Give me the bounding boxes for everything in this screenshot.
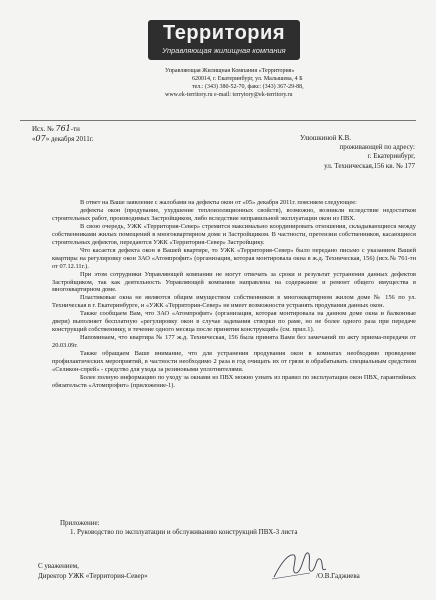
paragraph-4: Что касается дефекта окон в Вашей квартире, то УЖК «Территория-Север» было передано письмо с указанием Вашей квартиры на регулировку окон ЗАО «Атомпрофит» (организация, которая монтировала окна в ж.д. Техническая, 156) (исх.№ 761-тн от 07.12.11г.). (52, 246, 416, 270)
header-divider (20, 120, 416, 121)
paragraph-9: Также обращаем Ваше внимание, что для устранения продувания окон в комнатах необходимо проведение профилактических мероприятий, в частности необходимо 2 раза в год очищать их от грязи и обрабатывать специальным средством «Селикон-спрей» - средство для ухода за резиновыми уплотнителями. (52, 350, 416, 374)
company-details (165, 67, 345, 99)
paragraph-3: В свою очередь, УЖК «Территория-Север» стремится максимально координировать отношения, складывающиеся между собственниками жилых помещений в многоквартирном доме и Застройщиком. В частности, претензии собственников, касающиеся строительных дефектов, передаются УЖК «Территория-Север» Застройщику. (52, 222, 416, 246)
signature-block (38, 562, 378, 581)
company-phone: тел.: (343) 380-52-70, факс: (343) 367-29-88, (192, 84, 304, 90)
signer-position: Директор УЖК «Территория-Север» (38, 571, 148, 580)
letter-body (52, 199, 416, 390)
paragraph-1: В ответ на Ваше заявление с жалобами на дефекты окон от «05» декабря 2011г. поясняем следующее: (80, 199, 357, 206)
outgoing-date-suffix: » декабря 2011г. (45, 135, 94, 143)
addressee-name: Улюшкиной К.В. (300, 134, 352, 142)
addressee-block (240, 134, 415, 171)
paragraph-2: дефекты окон (продувание, ухудшение теплоизоляционных свойств), возможно, возникли вследствие недостатков строительных работ, производимых Застройщиком, либо вследствие неправильной эксплуатации окон из ПВХ. (52, 206, 416, 222)
annex-label: Приложение: (60, 519, 100, 527)
addressee-city: г. Екатеринбург, (367, 152, 415, 161)
outgoing-date-day: 07 (35, 134, 46, 143)
company-web-email: www.ek-territory.ru e-mail: terrytory@ek-territory.ru (165, 92, 293, 98)
annex-item-1: 1. Руководство по эксплуатации и обслуживанию конструкций ПВХ-3 листа (70, 528, 298, 536)
outgoing-number-suffix: -тн (70, 125, 80, 133)
outgoing-number-value: 761 (55, 124, 71, 133)
paragraph-5: При этом сотрудники Управляющей компании не могут отвечать за сроки и результат устранения данных дефектов Застройщиком, так как деятельность Управляющей компании направлена на содержание и ремонт общего имущества в многоквартирном доме. (52, 270, 416, 294)
company-address: 620014, г. Екатеринбург, ул. Малышева, 4 Б (192, 76, 303, 82)
paragraph-8: Напоминаем, что квартира № 177 ж.д. Техническая, 156 была принята Вами без замечаний по акту приема-передачи от 20.03.09г. (52, 334, 416, 350)
logo-subtitle: Управляющая жилищная компания (162, 46, 286, 55)
addressee-line2: проживающей по адресу: (339, 143, 415, 152)
closing-text: С уважением, (38, 562, 79, 570)
logo-title: Территория (162, 22, 285, 44)
annex-block (60, 519, 297, 537)
signer-name: /О.В.Гаджиева (316, 571, 360, 580)
outgoing-date-prefix: « (32, 135, 36, 143)
outgoing-number (32, 124, 94, 144)
company-logo (148, 20, 300, 60)
company-name: Управляющая Жилищная Компания «Территория» (165, 68, 295, 74)
outgoing-number-prefix: Исх. № (32, 125, 54, 133)
paragraph-10: Более полную информацию по уходу за окнами из ПВХ можно узнать из правил по эксплуатации окон ПВХ, гарантийных обязательств «Атомпрофит» (приложение-1). (52, 373, 416, 389)
paragraph-6: Пластиковые окна не являются общим имуществом собственников в многоквартирном жилом доме № 156 по ул. Техническая в г. Екатеринбурге, и «УЖК «Территория-Север» не имеет возможности устранять продувания данных окон. (52, 294, 416, 310)
addressee-street: ул. Техническая,156 кв. № 177 (324, 161, 415, 170)
paragraph-7: Также сообщаем Вам, что ЗАО «Атомпрофит» (организация, которая монтировала на данном доме окна и балконные двери) выполняет бесплатную «регулировку окон в случае задевания створки по раме, но не более одного раза при передаче конструкций собственнику, в течение одного месяца после принятия конструкций» (см. прил.1). (52, 310, 416, 334)
